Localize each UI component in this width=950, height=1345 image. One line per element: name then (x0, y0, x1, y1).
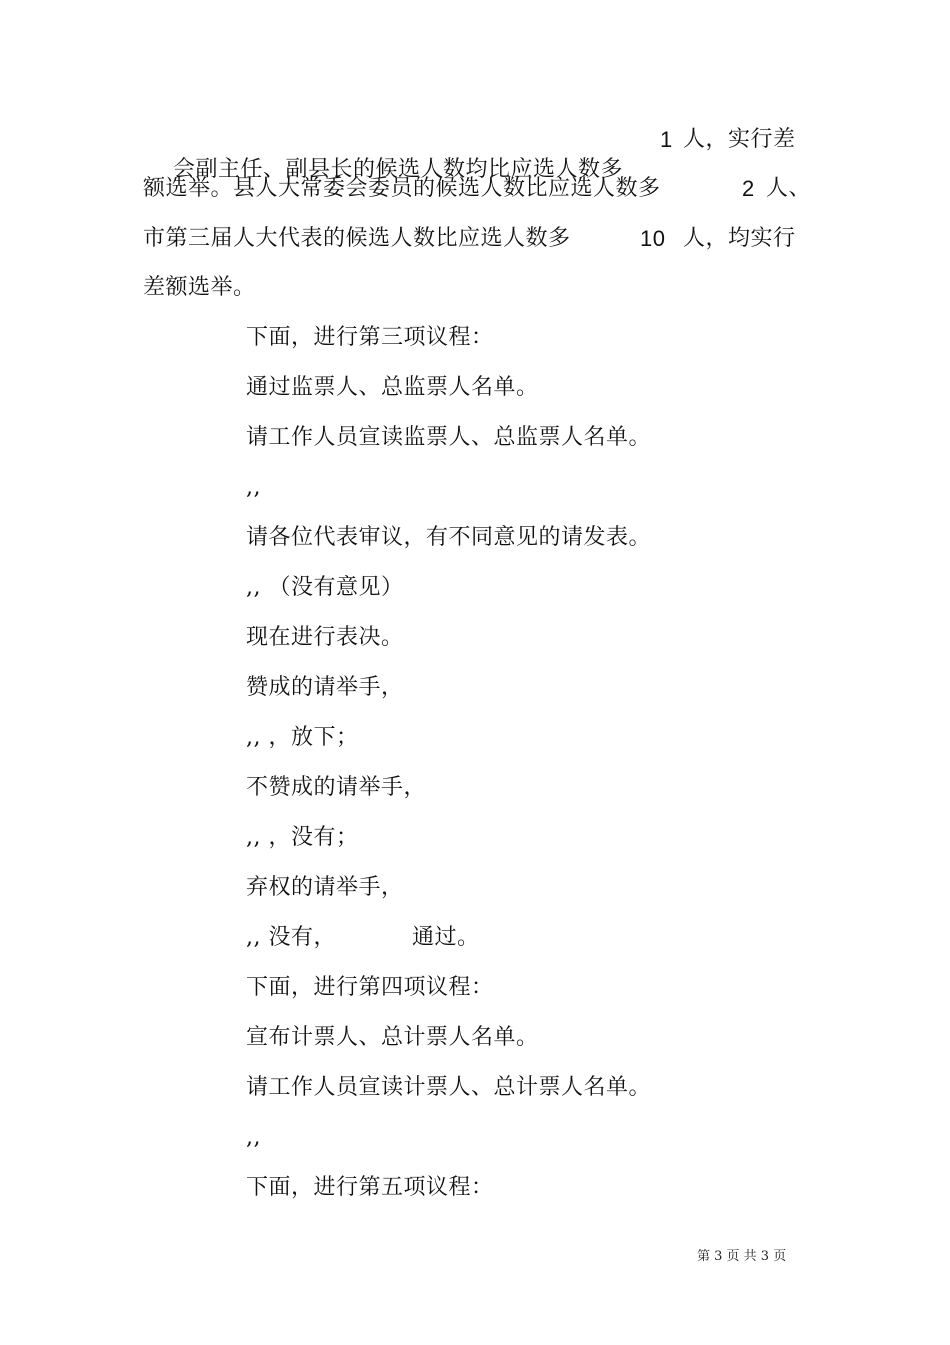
count-3: 10 (640, 226, 666, 251)
agenda-line: 赞成的请举手， (246, 675, 404, 700)
agenda-line: ,, ，没有； (246, 825, 359, 850)
agenda-line: 请工作人员宣读监票人、总监票人名单。 (246, 425, 652, 450)
paragraph-line-3-end: 人，均实行 (683, 226, 796, 251)
ellipsis-line: ,, (246, 1125, 261, 1150)
agenda-line: 下面，进行第四项议程： (246, 975, 494, 1000)
paragraph-line-4: 差额选举。 (143, 275, 256, 300)
agenda-line: 宣布计票人、总计票人名单。 (246, 1025, 539, 1050)
agenda-line: ,, ，放下； (246, 725, 359, 750)
ellipsis-line: ,, (246, 475, 261, 500)
agenda-line: 请工作人员宣读计票人、总计票人名单。 (246, 1075, 652, 1100)
passed-text: 通过。 (412, 925, 480, 950)
text-segment: 会副主任、副县长的候选人数均比应选人数多 (172, 157, 623, 182)
agenda-line: ,, （没有意见） (246, 575, 404, 600)
agenda-line: 请各位代表审议，有不同意见的请发表。 (246, 525, 652, 550)
agenda-line: 现在进行表决。 (246, 625, 404, 650)
count-1: 1 (660, 127, 673, 152)
agenda-line: ,, 没有， (246, 925, 336, 950)
paragraph-line-2: 额选举。县人大常委会委员的候选人数比应选人数多 (143, 176, 661, 201)
agenda-line: 下面，进行第三项议程： (246, 325, 494, 350)
agenda-line: 弃权的请举手， (246, 875, 404, 900)
paragraph-line-3: 市第三届人大代表的候选人数比应选人数多 (143, 226, 571, 251)
paragraph-line-2-end: 人、 (766, 176, 812, 201)
page-footer: 第 3 页 共 3 页 (697, 1249, 787, 1264)
count-2: 2 (742, 176, 755, 201)
agenda-line: 不赞成的请举手， (246, 775, 427, 800)
paragraph-line-1-end: 人，实行差 (683, 127, 796, 152)
agenda-line: 下面，进行第五项议程： (246, 1175, 494, 1200)
agenda-line: 通过监票人、总监票人名单。 (246, 375, 539, 400)
